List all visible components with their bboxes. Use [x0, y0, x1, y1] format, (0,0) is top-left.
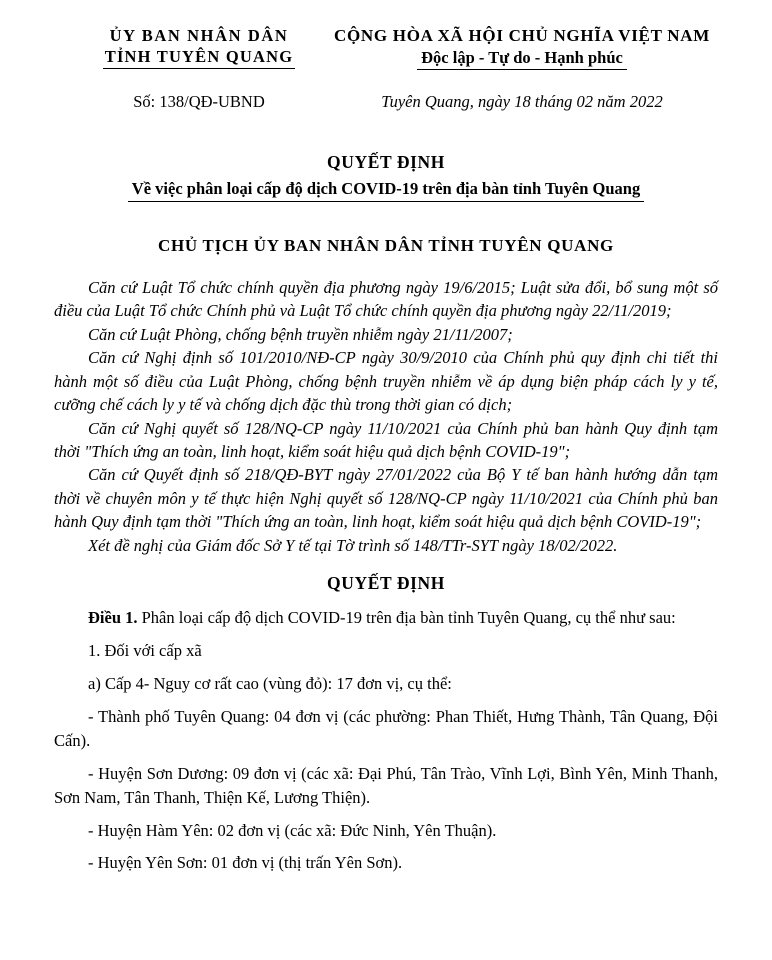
list-item: - Huyện Yên Sơn: 01 đơn vị (thị trấn Yên Sơn). — [88, 853, 403, 873]
issuing-authority: CHỦ TỊCH ỦY BAN NHÂN DÂN TỈNH TUYÊN QUANG — [158, 236, 614, 255]
place-and-date: Tuyên Quang, ngày 18 tháng 02 năm 2022 — [381, 92, 663, 111]
document-header — [54, 26, 718, 70]
preamble-paragraph: Căn cứ Quyết định số 218/QĐ-BYT ngày 27/01/2022 của Bộ Y tế ban hành hướng dẫn tạm thời về chuyên môn y tế thực hiện Nghị quyết số 128/NQ-CP ngày 11/10/2021 của Chính phủ ban hành Quy định tạm thời "Thích ứng an toàn, linh hoạt, kiểm soát hiệu quả dịch bệnh COVID-19"; — [54, 465, 718, 532]
preamble-paragraph: Căn cứ Luật Tổ chức chính quyền địa phương ngày 19/6/2015; Luật sửa đổi, bổ sung một số điều của Luật Tổ chức Chính phủ và Luật Tổ chức chính quyền địa phương ngày 22/11/2019; — [54, 278, 718, 321]
article-1-text: Phân loại cấp độ dịch COVID-19 trên địa bàn tỉnh Tuyên Quang, cụ thể như sau: — [137, 608, 676, 628]
national-heading-block — [326, 26, 718, 70]
section-1-heading: 1. Đối với cấp xã — [88, 640, 202, 660]
item-a-heading: a) Cấp 4- Nguy cơ rất cao (vùng đỏ): 17 đơn vị, cụ thể: — [88, 673, 452, 693]
document-subtitle: Về việc phân loại cấp độ dịch COVID-19 trên địa bàn tỉnh Tuyên Quang — [128, 177, 644, 202]
list-item: - Thành phố Tuyên Quang: 04 đơn vị (các phường: Phan Thiết, Hưng Thành, Tân Quang, Đội Cấn). — [54, 706, 718, 750]
preamble-block — [54, 276, 718, 557]
issuer-block — [54, 26, 326, 69]
list-item: - Huyện Hàm Yên: 02 đơn vị (các xã: Đức Ninh, Yên Thuận). — [88, 820, 497, 840]
document-title: QUYẾT ĐỊNH — [327, 152, 445, 172]
national-motto: Độc lập - Tự do - Hạnh phúc — [417, 48, 627, 70]
document-meta-row — [54, 92, 718, 112]
articles-block — [54, 606, 718, 875]
issuer-line-1: ỦY BAN NHÂN DÂN — [109, 26, 289, 45]
document-number: Số: 138/QĐ-UBND — [133, 92, 265, 111]
issuer-line-2: TỈNH TUYÊN QUANG — [103, 47, 296, 69]
list-item: - Huyện Sơn Dương: 09 đơn vị (các xã: Đại Phú, Tân Trào, Vĩnh Lợi, Bình Yên, Minh Thanh, Sơn Nam, Tân Thanh, Thiện Kế, Lương Thiện). — [54, 763, 718, 807]
article-1-label: Điều 1. — [88, 608, 138, 628]
decision-heading: QUYẾT ĐỊNH — [327, 573, 445, 594]
article-1 — [54, 606, 718, 630]
title-block — [54, 152, 718, 202]
preamble-paragraph: Căn cứ Nghị quyết số 128/NQ-CP ngày 11/10/2021 của Chính phủ ban hành Quy định tạm thời "Thích ứng an toàn, linh hoạt, kiểm soát hiệu quả dịch bệnh COVID-19"; — [54, 418, 718, 461]
preamble-paragraph: Căn cứ Luật Phòng, chống bệnh truyền nhiễm ngày 21/11/2007; — [88, 324, 513, 344]
national-title: CỘNG HÒA XÃ HỘI CHỦ NGHĨA VIỆT NAM — [334, 26, 710, 45]
preamble-paragraph: Căn cứ Nghị định số 101/2010/NĐ-CP ngày 30/9/2010 của Chính phủ quy định chi tiết thi hành một số điều của Luật Phòng, chống bệnh truyền nhiễm về áp dụng biện pháp cách ly y tế, cưỡng chế cách ly y tế và chống dịch đặc thù trong thời gian có dịch; — [54, 348, 718, 415]
preamble-paragraph: Xét đề nghị của Giám đốc Sở Y tế tại Tờ trình số 148/TTr-SYT ngày 18/02/2022. — [88, 535, 618, 555]
